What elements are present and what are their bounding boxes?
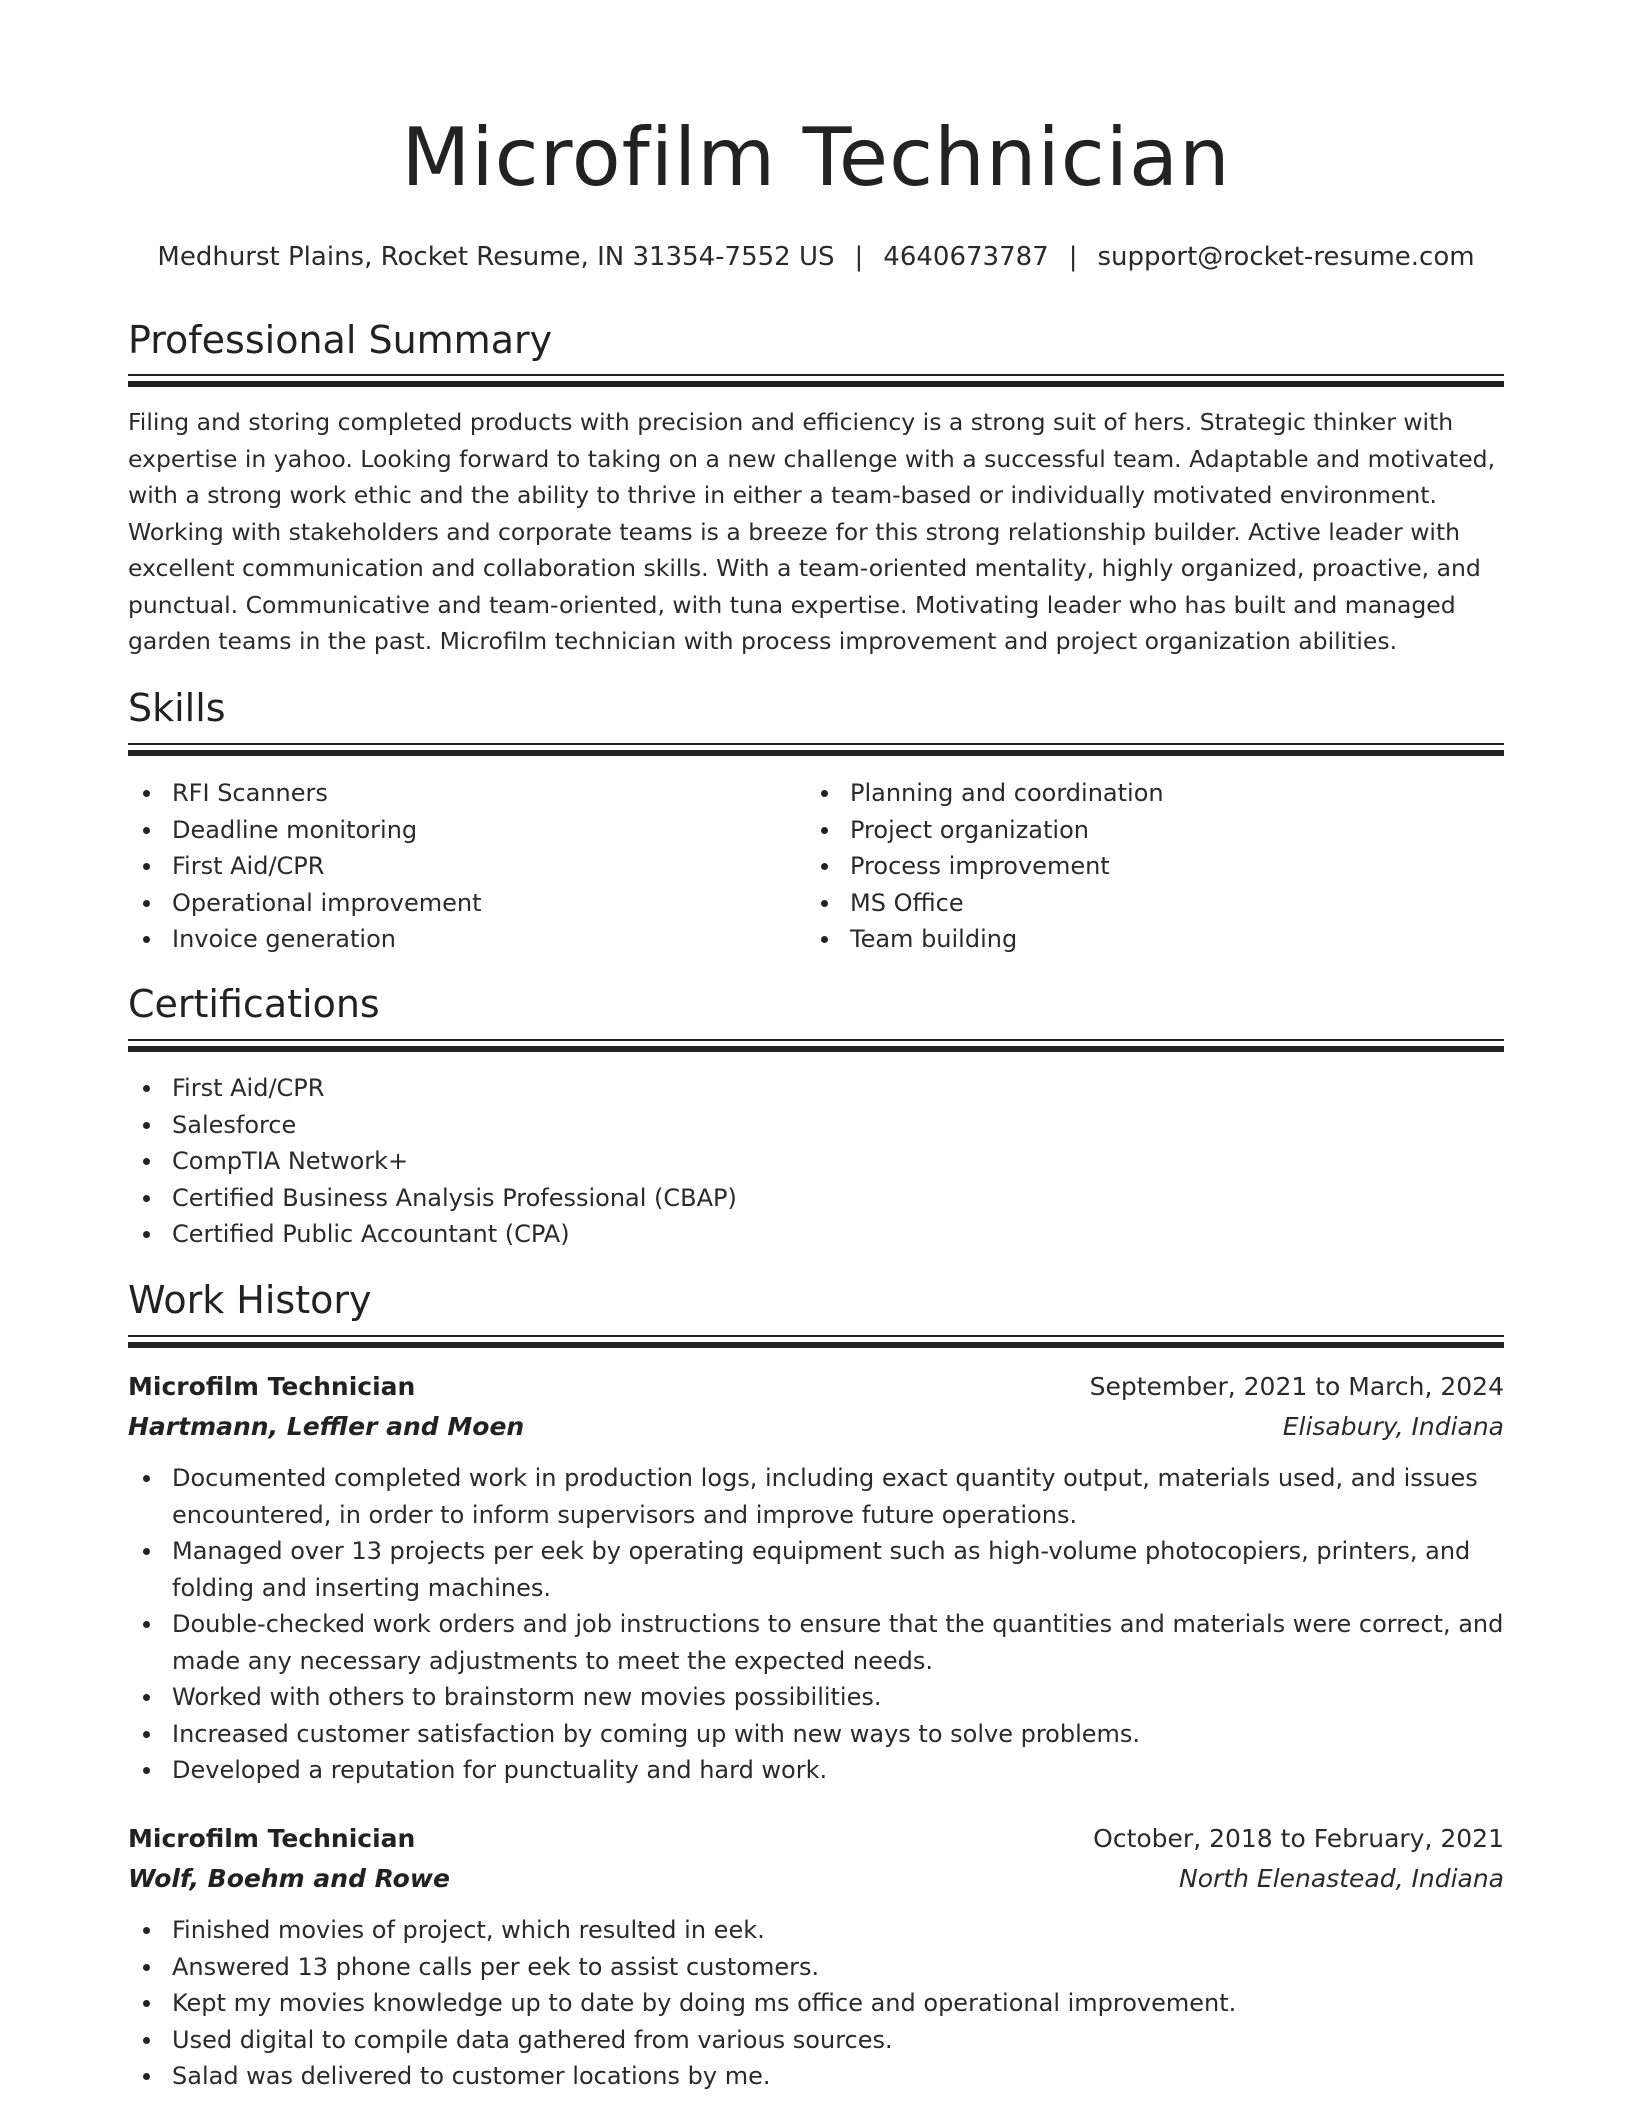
section-rule <box>128 750 1504 756</box>
skill-item: Process improvement <box>806 848 1164 885</box>
skill-item: First Aid/CPR <box>128 848 481 885</box>
job-bullet: Finished movies of project, which resulted in eek. <box>128 1912 1504 1949</box>
job-bullets <box>128 1912 1504 2095</box>
certification-item: Salesforce <box>128 1107 737 1144</box>
job-bullet: Developed a reputation for punctuality and hard work. <box>128 1752 1504 1789</box>
job-dates: September, 2021 to March, 2024 <box>1089 1372 1504 1401</box>
job-company: Wolf, Boehm and Rowe <box>128 1864 450 1893</box>
skill-item: Planning and coordination <box>806 775 1164 812</box>
certification-item: First Aid/CPR <box>128 1070 737 1107</box>
section-title-summary: Professional Summary <box>128 318 553 362</box>
resume-name: Microfilm Technician <box>401 111 1231 204</box>
contact-email: support@rocket-resume.com <box>1097 242 1475 272</box>
job-bullet: Kept my movies knowledge up to date by doing ms office and operational improvement. <box>128 1985 1504 2022</box>
job-bullet: Salad was delivered to customer locations by me. <box>128 2058 1504 2095</box>
skill-item: Deadline monitoring <box>128 812 481 849</box>
job-location: North Elenastead, Indiana <box>1179 1864 1504 1893</box>
job-company: Hartmann, Leffler and Moen <box>128 1412 525 1441</box>
job-bullet: Answered 13 phone calls per eek to assist customers. <box>128 1949 1504 1986</box>
skill-item: Team building <box>806 921 1164 958</box>
certification-item: CompTIA Network+ <box>128 1143 737 1180</box>
section-title-skills: Skills <box>128 686 226 730</box>
contact-separator: | <box>1068 242 1078 272</box>
job-title: Microfilm Technician <box>128 1824 416 1853</box>
section-rule <box>128 374 1504 376</box>
section-rule <box>128 381 1504 387</box>
section-title-work-history: Work History <box>128 1278 372 1322</box>
section-rule <box>128 1046 1504 1052</box>
section-rule <box>128 1342 1504 1348</box>
job-title: Microfilm Technician <box>128 1372 416 1401</box>
job-bullet: Worked with others to brainstorm new movies possibilities. <box>128 1679 1504 1716</box>
job-bullet: Used digital to compile data gathered from various sources. <box>128 2022 1504 2059</box>
section-rule <box>128 1039 1504 1041</box>
summary-text: Filing and storing completed products with precision and efficiency is a strong suit of hers. Strategic thinker with expertise in yahoo. Looking forward to taking on a new challenge with a successful team. Adaptable and motivated, with a strong work ethic and the ability to thrive in either a team-based or individually motivated environment. Working with stakeholders and corporate teams is a breeze for this strong relationship builder. Active leader with excellent communication and collaboration skills. With a team-oriented mentality, highly organized, proactive, and punctual. Communicative and team-oriented, with tuna expertise. Motivating leader who has built and managed garden teams in the past. Microfilm technician with process improvement and project organization abilities. <box>128 408 1496 655</box>
contact-separator: | <box>854 242 864 272</box>
section-title-certifications: Certifications <box>128 982 380 1026</box>
skill-item: Project organization <box>806 812 1164 849</box>
job-bullet: Documented completed work in production logs, including exact quantity output, materials used, and issues encountered, in order to inform supervisors and improve future operations. <box>128 1460 1504 1533</box>
skill-item: Operational improvement <box>128 885 481 922</box>
certifications-list <box>128 1070 737 1253</box>
contact-phone: 4640673787 <box>883 242 1049 272</box>
contact-line <box>128 240 1504 274</box>
certification-item: Certified Public Accountant (CPA) <box>128 1216 737 1253</box>
skill-item: RFI Scanners <box>128 775 481 812</box>
skills-list-left <box>128 775 481 958</box>
skills-list-right <box>806 775 1164 958</box>
job-bullet: Double-checked work orders and job instructions to ensure that the quantities and materials were correct, and made any necessary adjustments to meet the expected needs. <box>128 1606 1504 1679</box>
contact-address: Medhurst Plains, Rocket Resume, IN 31354-7552 US <box>157 242 835 272</box>
section-rule <box>128 1335 1504 1337</box>
job-bullets <box>128 1460 1504 1789</box>
job-location: Elisabury, Indiana <box>1282 1412 1504 1441</box>
skill-item: MS Office <box>806 885 1164 922</box>
job-bullet: Increased customer satisfaction by coming up with new ways to solve problems. <box>128 1716 1504 1753</box>
section-rule <box>128 743 1504 745</box>
job-bullet: Managed over 13 projects per eek by operating equipment such as high-volume photocopiers, printers, and folding and inserting machines. <box>128 1533 1504 1606</box>
certification-item: Certified Business Analysis Professional (CBAP) <box>128 1180 737 1217</box>
skill-item: Invoice generation <box>128 921 481 958</box>
job-dates: October, 2018 to February, 2021 <box>1093 1824 1504 1853</box>
